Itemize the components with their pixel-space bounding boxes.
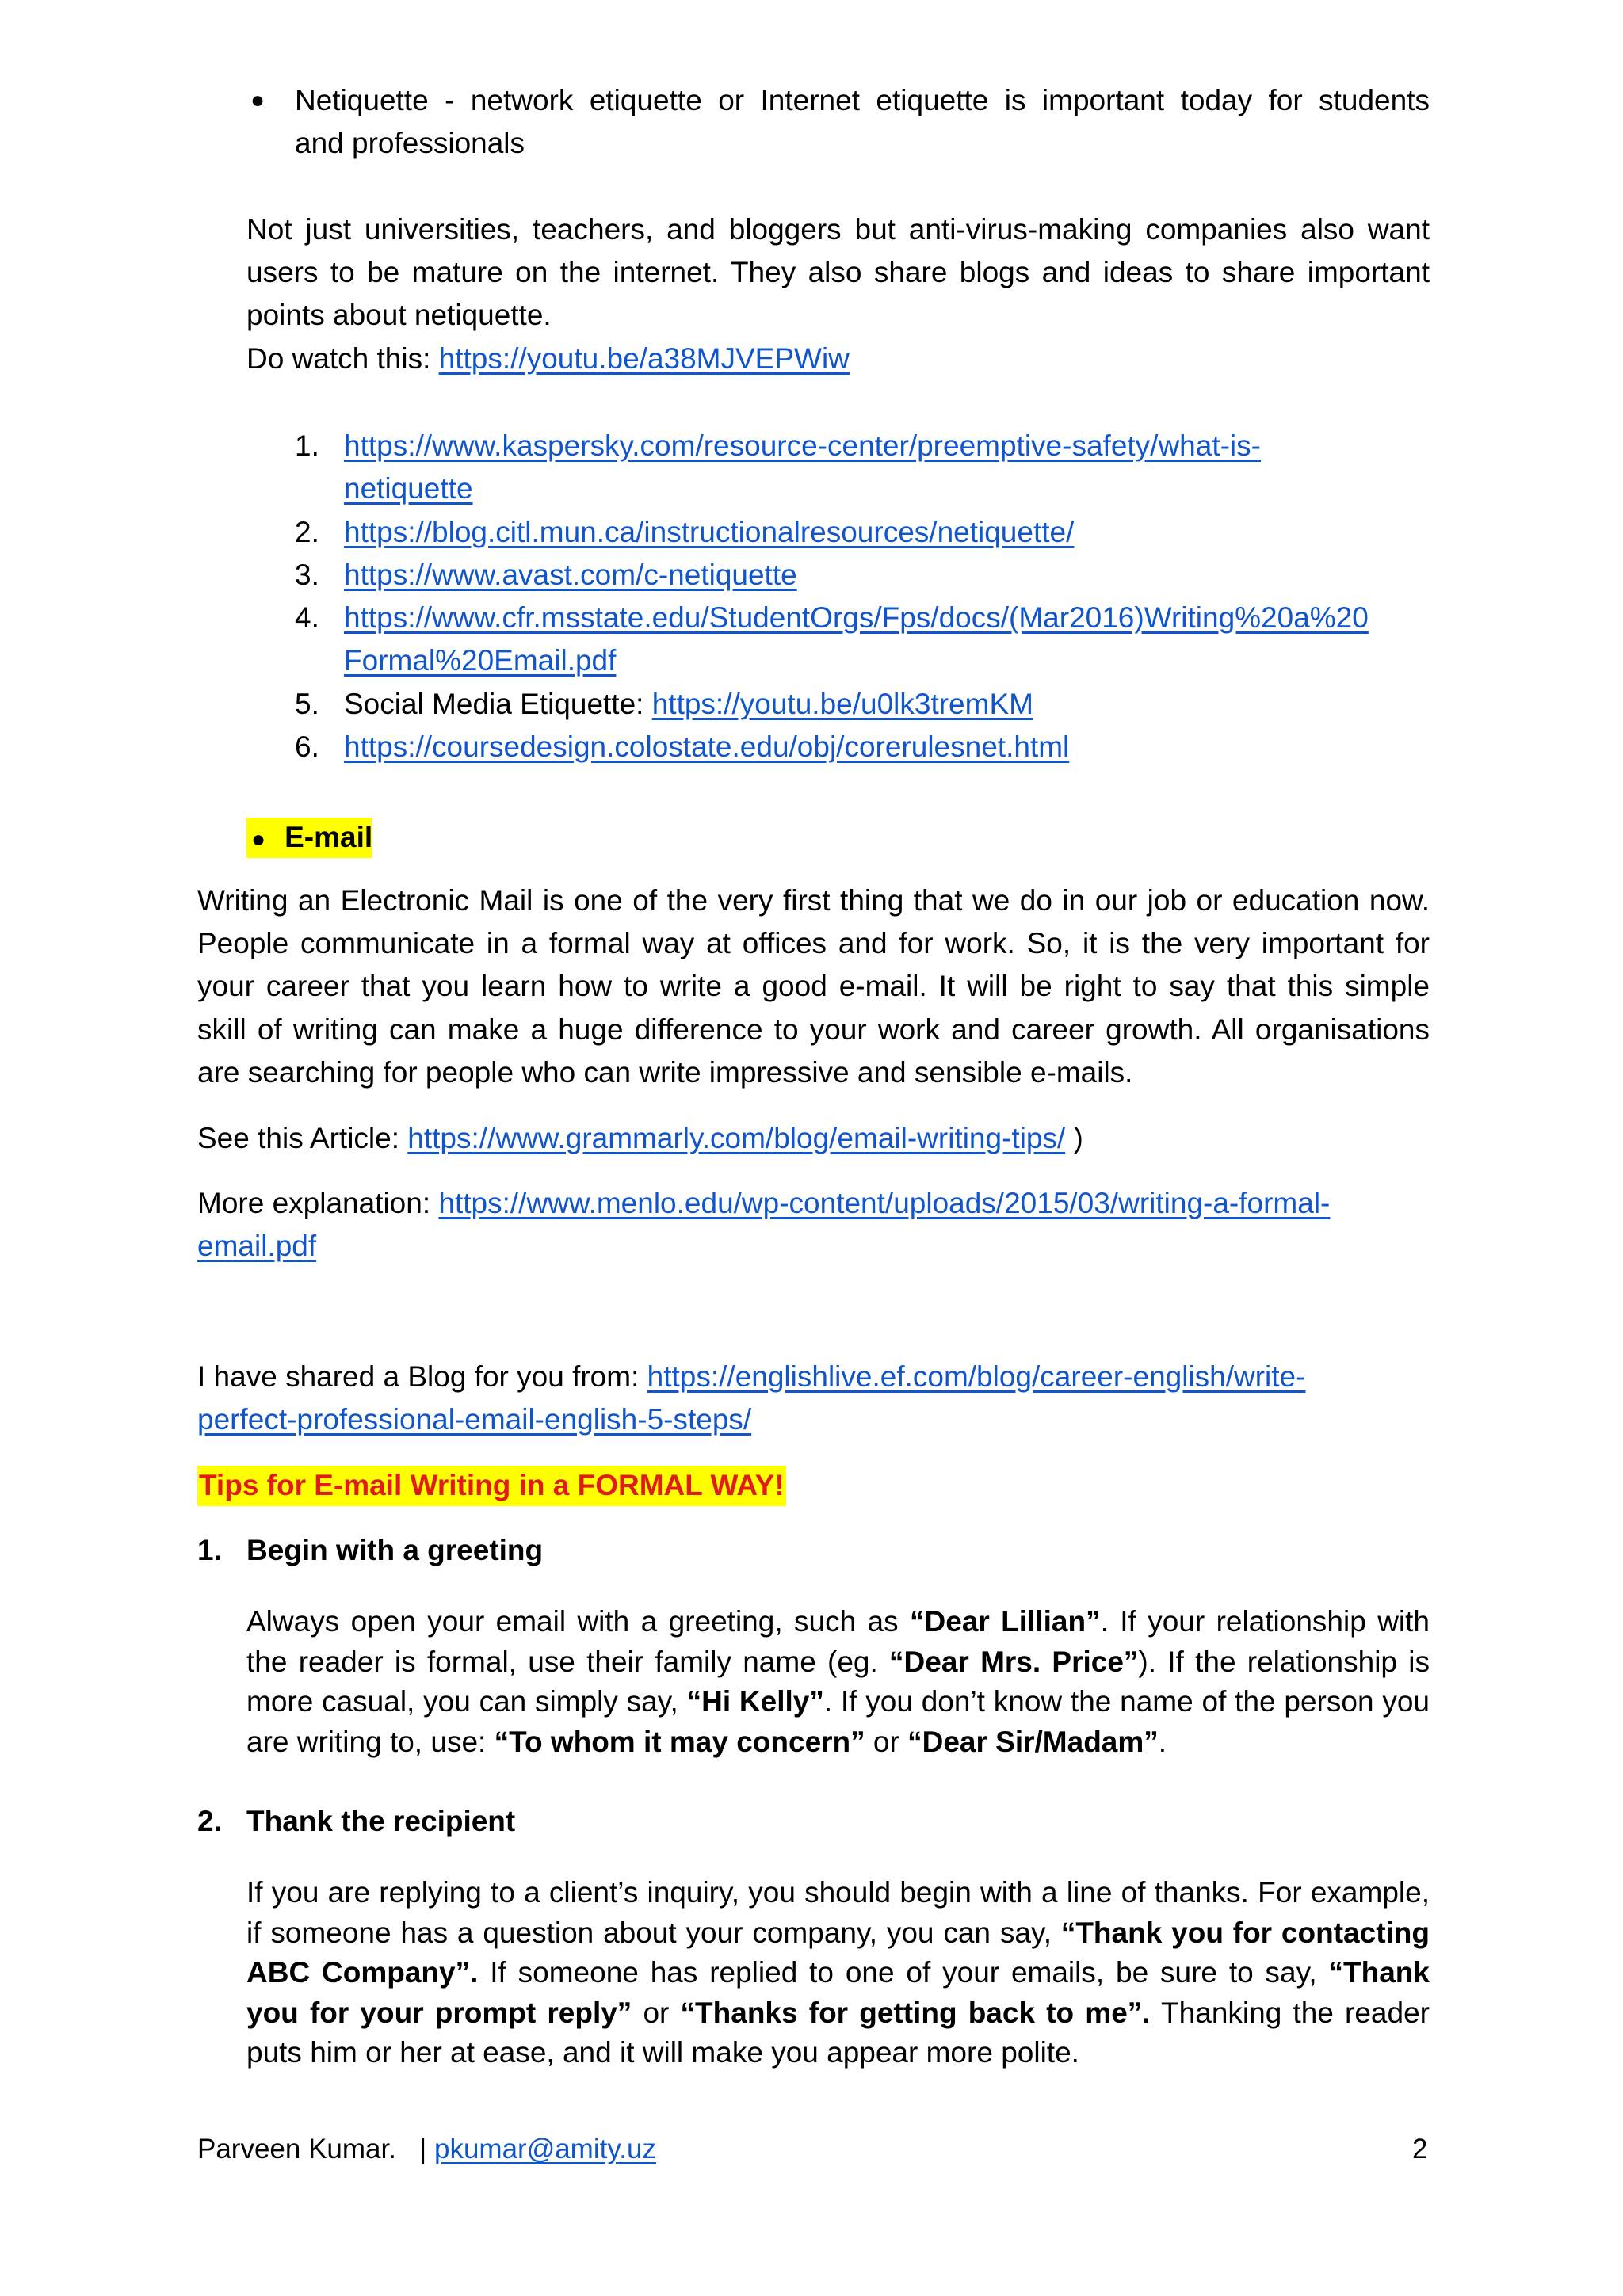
tip-1-bold: “Dear Sir/Madam” xyxy=(907,1725,1159,1758)
footer-author: Parveen Kumar. xyxy=(197,2134,396,2164)
msstate-link[interactable]: https://www.cfr.msstate.edu/StudentOrgs/Fps/docs/(Mar2016)Writing%20a%20 xyxy=(344,601,1369,634)
email-heading-highlight xyxy=(246,818,372,858)
list-number: 2. xyxy=(295,516,319,548)
tip-2-text: or xyxy=(632,1996,681,2029)
email-paragraph-line-4: skill of writing can make a huge difference to your work and career growth. All organisations xyxy=(197,1013,1430,1046)
tip-2-text: Thanking the reader puts him or her at ease, and it will make you appear more polite. xyxy=(246,1996,1430,2069)
tip-title: Begin with a greeting xyxy=(246,1534,544,1566)
kaspersky-link[interactable]: https://www.kaspersky.com/resource-center/preemptive-safety/what-is- xyxy=(344,429,1261,462)
kaspersky-link-line-2[interactable] xyxy=(344,467,473,510)
tip-1-bold: “To whom it may concern” xyxy=(494,1725,865,1758)
tip-2-paragraph xyxy=(246,1873,1430,2073)
tip-1-text: Always open your email with a greeting, such as xyxy=(246,1605,911,1638)
more-explanation-label: More explanation: xyxy=(197,1187,439,1219)
social-media-youtube-link[interactable]: https://youtu.be/u0lk3tremKM xyxy=(651,688,1033,720)
tips-heading: Tips for E-mail Writing in a FORMAL WAY! xyxy=(197,1466,786,1506)
tip-1-bold: “Hi Kelly” xyxy=(686,1685,824,1718)
bullet-dot: ● xyxy=(250,87,265,113)
email-paragraph-line-3: your career that you learn how to write a good e-mail. It will be right to say that this simple xyxy=(197,970,1430,1002)
tip-2-bold: “Thank you for your prompt reply” xyxy=(246,1956,1430,2029)
list-number: 6. xyxy=(295,730,319,763)
kaspersky-link-cont[interactable]: netiquette xyxy=(344,472,473,505)
blog-label: I have shared a Blog for you from: xyxy=(197,1360,647,1393)
tip-1-paragraph xyxy=(246,1602,1430,1762)
footer-separator: | xyxy=(419,2134,427,2164)
msstate-link-line-1[interactable] xyxy=(344,597,1369,639)
msstate-link-line-2[interactable] xyxy=(344,639,616,682)
blog-line xyxy=(197,1356,1305,1398)
netiquette-paragraph-line-1: Not just universities, teachers, and bloggers but anti-virus-making companies also want xyxy=(246,213,1430,246)
article-suffix: ) xyxy=(1065,1122,1083,1154)
list-number: 1. xyxy=(295,429,319,462)
netiquette-paragraph-line-2: users to be mature on the internet. They also share blogs and ideas to share important xyxy=(246,256,1430,288)
tip-title: Thank the recipient xyxy=(246,1805,516,1837)
tip-2-text: If someone has replied to one of your emails, be sure to say, xyxy=(478,1956,1329,1989)
social-media-line xyxy=(344,683,1033,726)
email-heading-line xyxy=(246,816,372,861)
netiquette-bullet-line-1: Netiquette - network etiquette or Internet etiquette is important today for students xyxy=(295,84,1430,116)
kaspersky-link-line-1[interactable] xyxy=(344,425,1261,467)
page-number: 2 xyxy=(1412,2134,1428,2164)
list-number: 5. xyxy=(295,688,319,720)
article-line xyxy=(197,1117,1083,1160)
tip-2-bold: “Thanks for getting back to me”. xyxy=(680,1996,1151,2029)
article-label: See this Article: xyxy=(197,1122,408,1154)
tip-1-bold: “Dear Lillian” xyxy=(910,1605,1101,1638)
colostate-link-line[interactable] xyxy=(344,726,1069,769)
email-paragraph-line-5: are searching for people who can write impressive and sensible e-mails. xyxy=(197,1056,1133,1089)
englishlive-link-line-2[interactable] xyxy=(197,1398,751,1441)
avast-link-line[interactable] xyxy=(344,554,797,597)
msstate-link-cont[interactable]: Formal%20Email.pdf xyxy=(344,644,617,677)
more-explanation-line xyxy=(197,1182,1330,1225)
footer-email-link[interactable]: pkumar@amity.uz xyxy=(433,2134,656,2164)
netiquette-bullet-line-2: and professionals xyxy=(295,127,525,159)
tip-2-text: If you are replying to a client’s inquiry, you should begin with a line of thanks. For example, if someone has a question about your company, you can say, xyxy=(246,1876,1430,1949)
grammarly-link[interactable]: https://www.grammarly.com/blog/email-writing-tips/ xyxy=(407,1122,1066,1154)
citl-link-line[interactable] xyxy=(344,511,1074,554)
youtube-link[interactable]: https://youtu.be/a38MJVEPWiw xyxy=(438,342,850,375)
watch-label: Do watch this: xyxy=(246,342,439,375)
list-number: 3. xyxy=(295,559,319,591)
colostate-link[interactable]: https://coursedesign.colostate.edu/obj/corerulesnet.html xyxy=(344,730,1070,763)
email-heading: E-mail xyxy=(285,821,373,853)
watch-line xyxy=(246,338,850,380)
social-media-label: Social Media Etiquette: xyxy=(344,688,652,720)
tip-1-text: . xyxy=(1158,1725,1167,1758)
tip-1-text: . If you don’t know the name of the person you are writing to, use: xyxy=(246,1685,1430,1758)
email-paragraph-line-1: Writing an Electronic Mail is one of the very first thing that we do in our job or education now. xyxy=(197,884,1430,917)
tip-number: 1. xyxy=(197,1534,222,1566)
menlo-link-cont[interactable]: email.pdf xyxy=(197,1230,317,1262)
footer xyxy=(197,2128,656,2171)
bullet-dot: ● xyxy=(251,826,266,852)
englishlive-link[interactable]: https://englishlive.ef.com/blog/career-english/write- xyxy=(647,1360,1306,1393)
menlo-link[interactable]: https://www.menlo.edu/wp-content/uploads/2015/03/writing-a-formal- xyxy=(438,1187,1331,1219)
tips-heading-line xyxy=(197,1464,786,1507)
tip-1-text: . If your relationship with the reader is formal, use their family name (eg. xyxy=(246,1605,1430,1678)
menlo-link-line-2[interactable] xyxy=(197,1225,316,1268)
englishlive-link-cont[interactable]: perfect-professional-email-english-5-steps/ xyxy=(197,1403,752,1436)
tip-1-text: or xyxy=(865,1725,908,1758)
email-paragraph-line-2: People communicate in a formal way at offices and for work. So, it is the very important for xyxy=(197,927,1430,959)
tip-number: 2. xyxy=(197,1805,222,1837)
avast-link[interactable]: https://www.avast.com/c-netiquette xyxy=(344,559,797,591)
citl-link[interactable]: https://blog.citl.mun.ca/instructionalresources/netiquette/ xyxy=(344,516,1075,548)
tip-2-bold: “Thank you for contacting ABC Company”. xyxy=(246,1916,1430,1989)
list-number: 4. xyxy=(295,601,319,634)
tip-1-bold: “Dear Mrs. Price” xyxy=(889,1645,1139,1678)
tip-1-text: ). If the relationship is more casual, you can simply say, xyxy=(246,1645,1430,1718)
netiquette-paragraph-line-3: points about netiquette. xyxy=(246,299,552,331)
